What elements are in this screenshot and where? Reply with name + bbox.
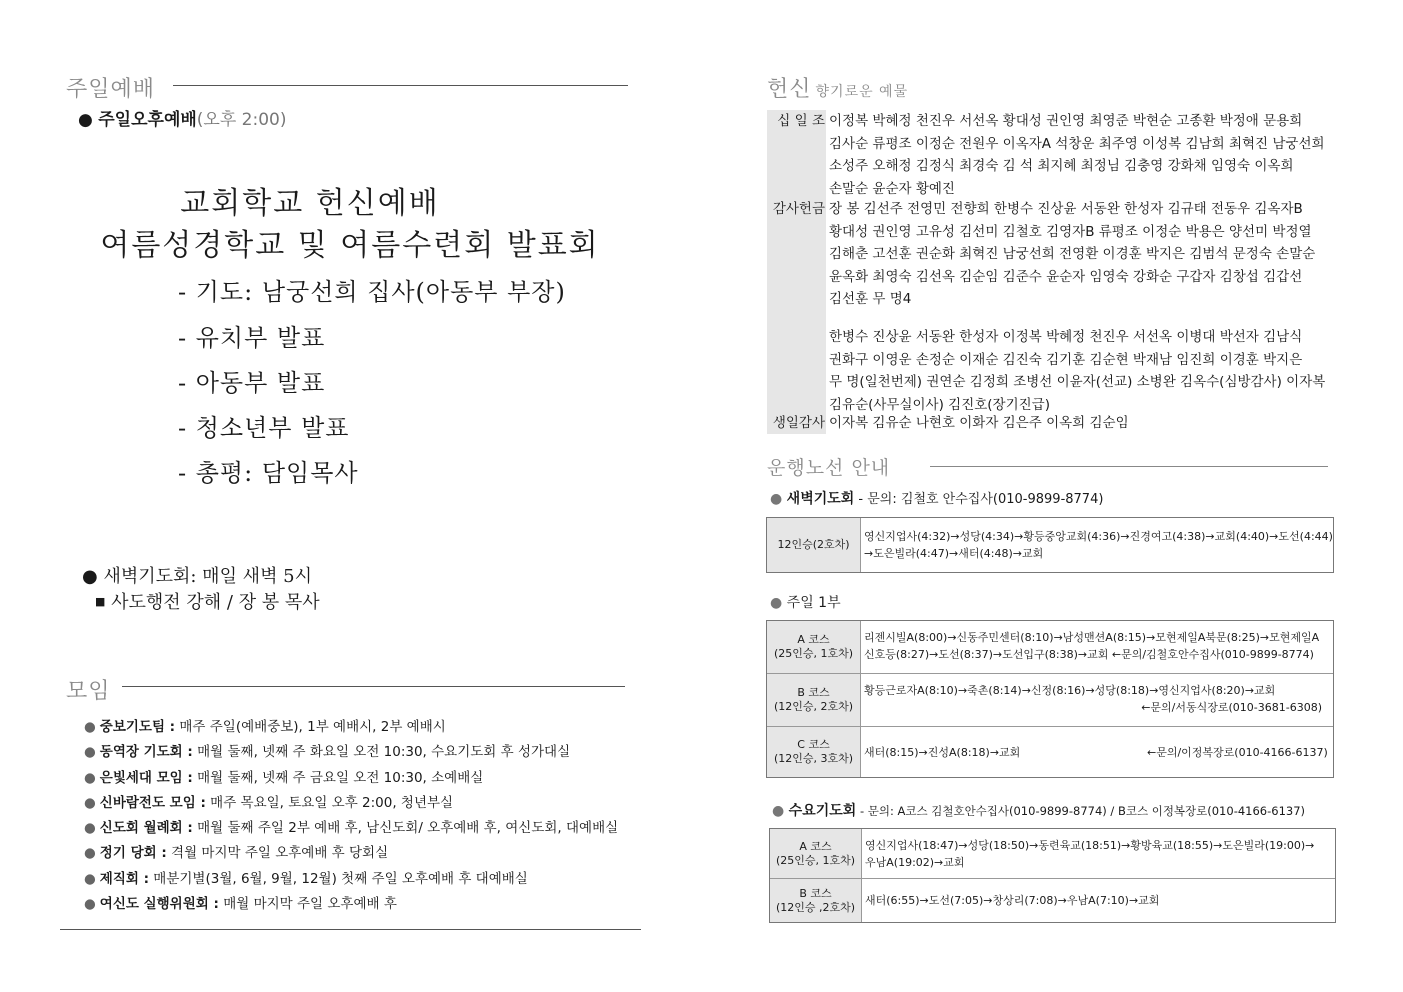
meeting-item <box>84 892 644 917</box>
offering-section-title <box>767 72 908 103</box>
dawn-prayer-sub-text: 사도행전 강해 / 장 봉 목사 <box>111 592 320 613</box>
route-label-vehicle: (25인승, 1호차) <box>773 647 854 660</box>
offering-line: 장 봉 김선주 전영민 전향희 한병수 진상윤 서동완 한성자 김규태 전동우 김옥자B <box>829 201 1303 217</box>
route-line: 황등근로자A(8:10)→죽촌(8:14)→신정(8:16)→성당(8:18)→영신지업사(8:20)→교회 <box>864 684 1276 697</box>
route-label-course: C 코스 <box>797 738 830 751</box>
route-line: 영신지업사(18:47)→성당(18:50)→동련육교(18:51)→황방육교(18:55)→도은빌라(19:00)→ <box>865 839 1315 852</box>
worship-title-rule <box>173 85 628 86</box>
meeting-item <box>84 715 644 740</box>
route-path <box>864 682 1330 716</box>
meeting-name: 은빛세대 모임 : <box>99 769 193 786</box>
dawn-prayer-sub <box>95 588 320 614</box>
meeting-desc: 매월 둘째, 넷째 주 화요일 오전 10:30, 수요기도회 후 성가대실 <box>192 744 571 761</box>
route-label <box>770 829 862 878</box>
meeting-desc: 매주 목요일, 토요일 오후 2:00, 청년부실 <box>205 794 454 811</box>
afternoon-service-label: 주일오후예배 <box>98 110 197 130</box>
route-label-vehicle: (12인승, 3호차) <box>773 752 854 765</box>
route-label-vehicle: (12인승 ,2호차) <box>775 900 856 914</box>
meeting-desc: 매월 둘째, 넷째 주 금요일 오전 10:30, 소예배실 <box>192 769 484 786</box>
meeting-name: 여신도 실행위원회 : <box>99 896 219 913</box>
route-line: 새터(6:55)→도선(7:05)→창상리(7:08)→우남A(7:10)→교회 <box>865 894 1160 907</box>
bullet-dot: ● <box>772 803 785 819</box>
route-label <box>767 727 861 777</box>
offering-subtitle: 향기로운 예물 <box>815 84 909 100</box>
route-line: 우남A(19:02)→교회 <box>865 856 965 869</box>
meeting-item <box>84 841 644 866</box>
sunday-route-head: 주일 1부 <box>786 595 841 611</box>
route-path <box>865 892 1331 909</box>
wednesday-route-contact: - 문의: A코스 김철호안수집사(010-9899-8774) / B코스 이정복장로(010-4166-6137) <box>856 804 1306 818</box>
offering-title: 헌신 <box>767 77 812 102</box>
offering-label-column <box>767 110 826 434</box>
meeting-name: 신도회 월례회 : <box>99 820 193 837</box>
meeting-item <box>84 867 644 892</box>
meetings-section-title: 모임 <box>66 679 111 704</box>
route-path <box>864 629 1330 663</box>
wednesday-route-heading <box>772 800 1305 820</box>
left-bottom-rule <box>60 929 641 930</box>
meeting-desc: 매주 주일(예배중보), 1부 예배시, 2부 예배시 <box>175 719 446 735</box>
bullet-dot: ● <box>84 870 96 887</box>
dawn-prayer-label: 새벽기도회: 매일 새벽 5시 <box>103 566 313 587</box>
bullet-dot: ● <box>770 491 783 507</box>
service-title-line2: 여름성경학교 및 여름수련회 발표회 <box>100 228 600 263</box>
meeting-name: 신바람전도 모임 : <box>99 794 206 811</box>
afternoon-service-time: (오후 2:00) <box>196 110 287 130</box>
meeting-item <box>84 740 644 765</box>
route-line: 신호등(8:27)→도선(8:37)→도선입구(8:38)→교회 ←문의/김철호안수집사(010-9899-8774) <box>864 648 1314 661</box>
dawn-route-heading <box>770 488 1103 508</box>
offering-line: 김사순 류평조 이정순 전원우 이옥자A 석창운 최주영 이성복 김남희 최혁진 남궁선희 <box>829 135 1325 152</box>
route-label <box>767 621 861 673</box>
bullet-dot: ● <box>82 566 98 587</box>
route-label-vehicle: (25인승, 1호차) <box>775 853 856 867</box>
meetings-title-rule <box>122 686 625 687</box>
bullet-dot: ● <box>770 595 783 611</box>
route-label <box>767 674 861 726</box>
routes-title-rule <box>930 466 1328 467</box>
wednesday-route-head: 수요기도회 <box>788 803 857 819</box>
route-contact <box>1147 744 1328 761</box>
bullet-dot: ● <box>84 794 96 811</box>
route-line: ←문의/이정복장로(010-4166-6137) <box>1147 746 1328 759</box>
offering-label-birthday: 생일감사 <box>772 415 825 431</box>
route-line: ←문의/서동식장로(010-3681-6308) <box>1141 701 1322 714</box>
meeting-name: 동역장 기도회 : <box>99 744 193 761</box>
offering-line: 윤옥화 최영숙 김선옥 김순임 김준수 윤순자 임영숙 강화순 구갑자 김창섭 김갑선 <box>829 268 1303 285</box>
offering-line: 김유순(사무실이사) 김진호(장기진급) <box>829 396 1050 413</box>
worship-section-title: 주일예배 <box>66 77 156 102</box>
service-title-line1: 교회학교 헌신예배 <box>180 186 440 221</box>
program-item-children: - 아동부 발표 <box>178 369 326 397</box>
program-item-review: - 총평: 담임목사 <box>178 459 359 487</box>
program-item-kindergarten: - 유치부 발표 <box>178 324 326 352</box>
bullet-dot: ● <box>84 744 96 761</box>
program-item-prayer: - 기도: 남궁선희 집사(아동부 부장) <box>178 278 566 306</box>
route-label-course: A 코스 <box>799 839 832 853</box>
program-item-youth: - 청소년부 발표 <box>178 414 350 442</box>
meeting-item <box>84 791 644 816</box>
bullet-dot: ● <box>84 719 96 735</box>
offering-names-tithe <box>829 110 1344 200</box>
offering-line: 이자복 김유순 나현호 이화자 김은주 이옥희 김순임 <box>829 415 1129 431</box>
route-label-text: 12인승(2호차) <box>777 538 850 551</box>
meeting-desc: 매월 둘째 주일 2부 예배 후, 남신도회/ 오후예배 후, 여신도회, 대예배실 <box>192 820 619 837</box>
afternoon-service-line <box>78 105 287 130</box>
dawn-route-table <box>766 517 1334 573</box>
offering-line: 김선훈 무 명4 <box>829 291 912 307</box>
bullet-dot: ● <box>84 820 96 837</box>
meeting-desc: 매월 마지막 주일 오후예배 후 <box>218 896 397 913</box>
meeting-desc: 격월 마지막 주일 오후예배 후 당회실 <box>166 845 389 862</box>
offering-names-thanks <box>829 198 1344 311</box>
route-line: 리젠시빌A(8:00)→신동주민센터(8:10)→남성맨션A(8:15)→모현제일A북문(8:25)→모현제일A <box>864 631 1320 644</box>
route-line: 새터(8:15)→진성A(8:18)→교회 <box>864 746 1021 759</box>
meeting-name: 정기 당회 : <box>99 845 167 862</box>
offering-label-thanks: 감사헌금 <box>772 201 825 217</box>
offering-line: 권화구 이영운 손정순 이재순 김진숙 김기훈 김순현 박재남 임진희 이경훈 박지은 <box>829 351 1303 368</box>
offering-names-birthday <box>829 412 1344 435</box>
meeting-name: 중보기도팀 : <box>99 719 176 735</box>
route-line: 영신지업사(4:32)→성당(4:34)→황등중앙교회(4:36)→진경여고(4:38)→교회(4:40)→도선(4:44) <box>864 530 1333 543</box>
offering-line: 김해춘 고선훈 권순화 최혁진 남궁선희 전영환 이경훈 박지은 김범석 문정숙 손말순 <box>829 246 1316 262</box>
route-label-course: A 코스 <box>797 633 830 646</box>
route-label-course: B 코스 <box>799 886 832 900</box>
bullet-dot: ● <box>78 110 93 130</box>
offering-line: 한병수 진상윤 서동완 한성자 이정복 박혜정 천진우 서선옥 이병대 박선자 김남식 <box>829 329 1303 345</box>
meeting-name: 제직회 : <box>99 870 150 887</box>
bullet-dot: ● <box>84 896 96 913</box>
meeting-desc: 매분기별(3월, 6월, 9월, 12월) 첫째 주일 오후예배 후 대예배실 <box>149 870 528 887</box>
meetings-list <box>84 715 644 917</box>
offering-line: 이정복 박혜정 천진우 서선옥 황대성 권인영 최영준 박현순 고종환 박정애 문용희 <box>829 113 1303 129</box>
offering-names-other <box>829 326 1344 416</box>
offering-line: 무 명(일천번제) 권연순 김정희 조병선 이윤자(선교) 소병완 김옥수(심방감사) 이자복 <box>829 374 1326 390</box>
meeting-item <box>84 816 644 841</box>
wednesday-route-table <box>769 828 1336 923</box>
routes-section-title: 운행노선 안내 <box>767 457 891 479</box>
bullet-dot: ● <box>84 845 96 862</box>
dawn-route-contact: - 문의: 김철호 안수집사(010-9899-8774) <box>854 492 1104 507</box>
route-label <box>767 518 861 572</box>
route-label <box>770 879 862 922</box>
offering-line: 황대성 권인영 고유성 김선미 김철호 김영자B 류평조 이정순 박용은 양선미 박정열 <box>829 223 1312 240</box>
meeting-item <box>84 766 644 791</box>
dawn-route-head: 새벽기도회 <box>786 491 855 507</box>
route-label-course: B 코스 <box>797 686 830 699</box>
route-label-vehicle: (12인승, 2호차) <box>773 700 854 713</box>
bullet-dot: ● <box>84 769 96 786</box>
offering-line: 소성주 오해정 김정식 최경숙 김 석 최지혜 최정님 김충영 강화채 임영숙 이옥희 <box>829 158 1294 174</box>
offering-label-tithe: 십 일 조 <box>777 113 825 129</box>
square-bullet-icon: ■ <box>95 595 106 608</box>
dawn-prayer-line <box>82 562 312 588</box>
route-path <box>864 528 1333 562</box>
route-line: →도은빌라(4:47)→새터(4:48)→교회 <box>864 547 1044 560</box>
sunday-route-table <box>766 620 1334 778</box>
sunday-route-heading <box>770 592 841 612</box>
route-path <box>865 837 1331 871</box>
offering-line: 손말순 윤순자 황예진 <box>829 180 955 197</box>
